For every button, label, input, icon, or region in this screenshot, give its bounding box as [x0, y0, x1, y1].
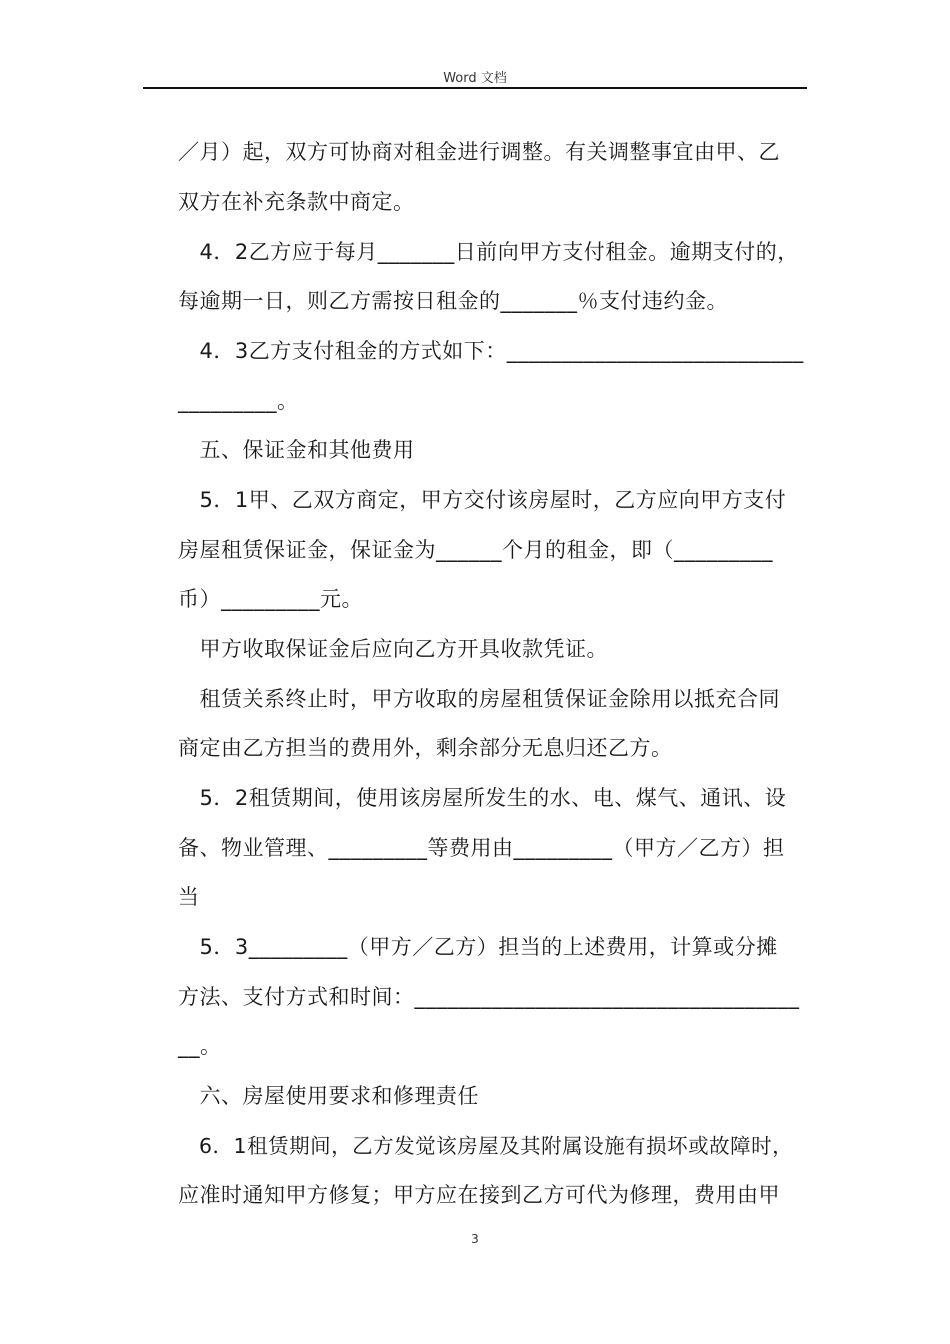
header-divider [143, 87, 807, 89]
text-line: 4．3乙方支付租金的方式如下：___________________________ [178, 339, 804, 363]
page-number: 3 [471, 1232, 479, 1246]
text-line: 5．1甲、乙双方商定，甲方交付该房屋时，乙方应向甲方支付 [178, 488, 787, 512]
text-line: 双方在补充条款中商定。 [178, 190, 415, 214]
text-line: 备、物业管理、_________等费用由_________（甲方／乙方）担 [178, 836, 785, 860]
text-line: ／月）起，双方可协商对租金进行调整。有关调整事宜由甲、乙 [178, 140, 780, 164]
text-line: 应准时通知甲方修复；甲方应在接到乙方可代为修理，费用由甲 [178, 1183, 780, 1207]
page-header-title: Word 文档 [443, 71, 507, 86]
section-heading: 五、保证金和其他费用 [178, 438, 415, 462]
text-line: 每逾期一日，则乙方需按日租金的_______％支付违约金。 [178, 289, 728, 313]
text-line: 当 [178, 885, 200, 909]
text-line: 甲方收取保证金后应向乙方开具收款凭证。 [178, 637, 608, 661]
text-line: 商定由乙方担当的费用外，剩余部分无息归还乙方。 [178, 736, 673, 760]
text-line: 房屋租赁保证金，保证金为______个月的租金，即（_________ [178, 538, 773, 562]
text-line: 5．3_________（甲方／乙方）担当的上述费用，计算或分摊 [178, 935, 778, 959]
text-line: 币）_________元。 [178, 587, 363, 611]
text-line: _________。 [178, 389, 299, 413]
text-line: 5．2租赁期间，使用该房屋所发生的水、电、煤气、通讯、设 [178, 786, 787, 810]
text-line: 6．1租赁期间，乙方发觉该房屋及其附属设施有损坏或故障时， [178, 1134, 794, 1158]
section-heading: 六、房屋使用要求和修理责任 [178, 1084, 479, 1108]
text-line: __。 [178, 1034, 222, 1058]
text-line: 租赁关系终止时，甲方收取的房屋租赁保证金除用以抵充合同 [178, 687, 780, 711]
text-line: 方法、支付方式和时间：___________________________________ [178, 985, 800, 1009]
text-line: 4．2乙方应于每月_______日前向甲方支付租金。逾期支付的， [178, 240, 799, 264]
